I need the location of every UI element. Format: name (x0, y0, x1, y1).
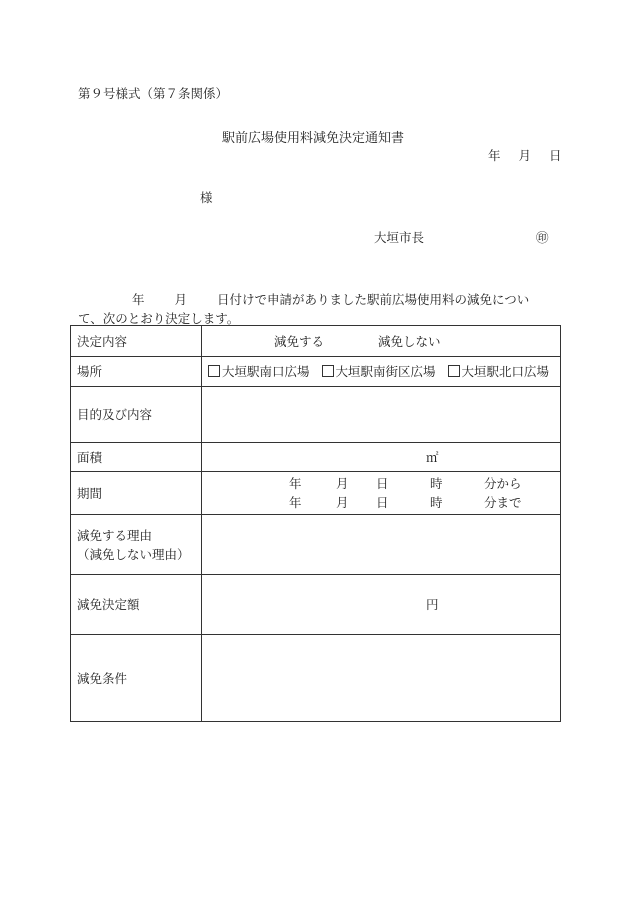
row-period (71, 472, 561, 515)
row-purpose (71, 387, 561, 443)
purpose-label: 目的及び内容 (71, 387, 202, 443)
row-area (71, 443, 561, 472)
conditions-value[interactable] (202, 635, 561, 722)
seal-mark: ㊞ (536, 230, 549, 245)
reason-label: 減免する理由 （減免しない理由） (71, 515, 202, 575)
intro-line-1 (132, 290, 529, 308)
intro-rest: 日付けで申請がありました駅前広場使用料の減免につい (217, 292, 530, 307)
purpose-value[interactable] (202, 387, 561, 443)
row-decision (71, 326, 561, 357)
place-options (202, 357, 561, 387)
addressee-suffix: 様 (200, 190, 213, 205)
place-option-north-exit: 大垣駅北口広場 (448, 362, 550, 381)
period-from-line: 年 月 日 時 分から (289, 476, 522, 491)
issuer-name: 大垣市長 (374, 230, 425, 245)
place-option-south-exit: 大垣駅南口広場 (208, 362, 310, 381)
amount-label: 減免決定額 (71, 575, 202, 635)
document-title: 駅前広場使用料減免決定通知書 (222, 131, 405, 146)
place-label: 場所 (71, 357, 202, 387)
reason-value[interactable] (202, 515, 561, 575)
period-to-line: 年 月 日 時 分まで (289, 495, 522, 510)
decision-table (70, 325, 561, 722)
decision-option-no-reduce: 減免しない (378, 333, 441, 349)
area-value[interactable] (202, 443, 561, 472)
amount-unit: 円 (426, 597, 439, 612)
decision-options (202, 326, 561, 357)
row-amount (71, 575, 561, 635)
period-value[interactable] (202, 472, 561, 515)
period-label: 期間 (71, 472, 202, 515)
intro-year: 年 (132, 292, 145, 307)
row-conditions (71, 635, 561, 722)
date-day: 日 (549, 148, 562, 163)
area-label: 面積 (71, 443, 202, 472)
row-place (71, 357, 561, 387)
decision-option-reduce: 減免する (274, 333, 325, 349)
intro-line-2: て、次のとおり決定します。 (78, 311, 240, 326)
area-unit: ㎡ (426, 449, 439, 465)
date-year: 年 (488, 148, 501, 163)
decision-label: 決定内容 (71, 326, 202, 357)
date-month: 月 (518, 148, 532, 163)
place-option-south-block: 大垣駅南街区広場 (322, 362, 436, 381)
issue-date (488, 146, 562, 164)
amount-value[interactable] (202, 575, 561, 635)
checkbox[interactable] (322, 365, 334, 377)
checkbox[interactable] (208, 365, 220, 377)
row-reason (71, 515, 561, 575)
checkbox[interactable] (448, 365, 460, 377)
conditions-label: 減免条件 (71, 635, 202, 722)
form-number: 第９号様式（第７条関係） (78, 86, 229, 101)
intro-month: 月 (174, 292, 188, 307)
